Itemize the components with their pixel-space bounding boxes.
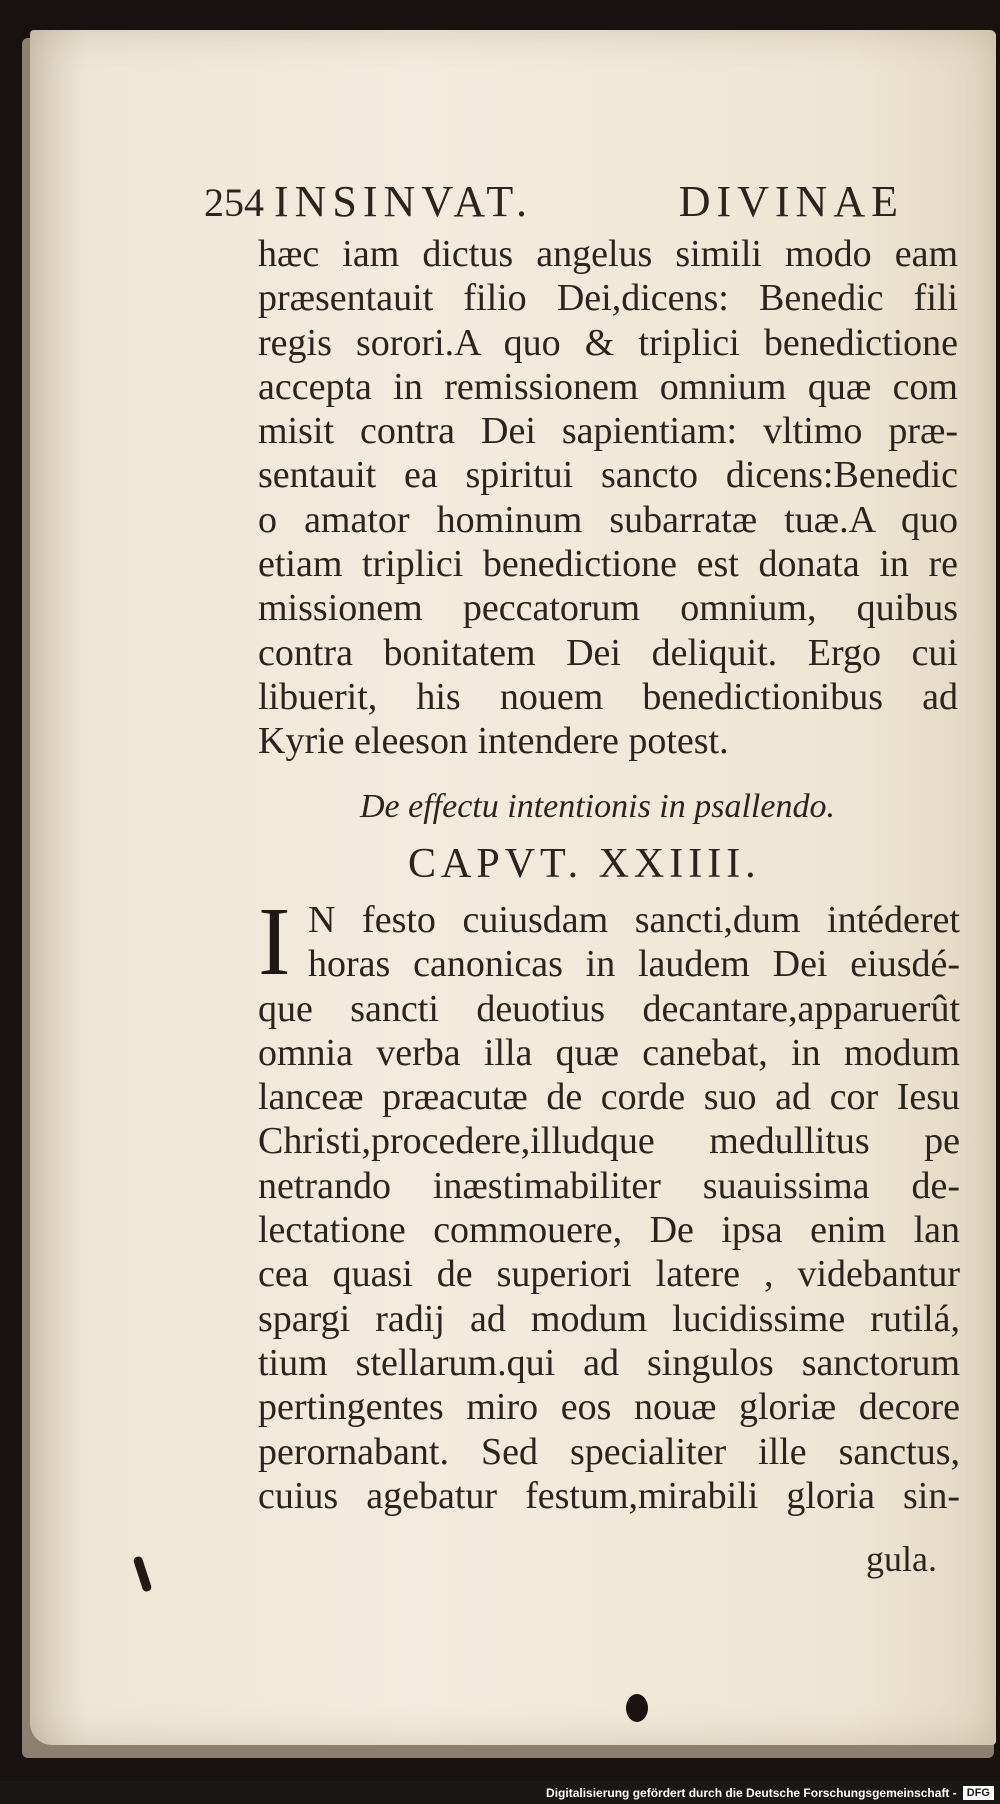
text-line: N festo cuiusdam sancti,dum intéderet: [308, 899, 960, 941]
catchword: gula.: [866, 1539, 937, 1579]
text-line: regis sorori.A quo & triplici benedictione: [258, 321, 958, 364]
text-line: sentauit ea spiritui sancto dicens:Benedic: [258, 454, 958, 497]
chapter-subheading: De effectu intentionis in psallendo.: [360, 788, 835, 825]
text-line: tium stellarum.qui ad singulos sanctorum: [258, 1341, 960, 1384]
footer-credit: Digitalisierung gefördert durch die Deutsche Forschungsgemeinschaft -: [546, 1785, 957, 1800]
paragraph-continuation: [258, 232, 958, 764]
text-line: libuerit, his nouem benedictionibus ad: [258, 675, 958, 718]
text-line: præsentauit filio Dei,dicens: Benedic fili: [258, 277, 958, 320]
text-line: Kyrie eleeson intendere potest.: [258, 720, 729, 763]
running-title: [274, 176, 904, 227]
text-line: pertingentes miro eos nouæ gloriæ decore: [258, 1386, 960, 1429]
text-line: cuius agebatur festum,mirabili gloria sin-: [258, 1474, 960, 1517]
paper-hole: [626, 1694, 648, 1722]
text-line: accepta in remissionem omnium quæ com: [258, 365, 958, 408]
text-line: cea quasi de superiori latere , videbantur: [258, 1253, 960, 1296]
text-line: omnia verba illa quæ canebat, in modum: [258, 1031, 960, 1074]
text-line: netrando inæstimabiliter suauissima de-: [258, 1164, 960, 1207]
page-number: 254: [204, 180, 264, 225]
digitization-footer: [0, 1781, 1000, 1804]
text-line: hæc iam dictus angelus simili modo eam: [258, 233, 958, 275]
running-title-word: INSINVAT.: [274, 177, 533, 226]
text-line: lectatione commouere, De ipsa enim lan: [258, 1209, 960, 1252]
paragraph-chapter: [258, 898, 960, 1518]
dfg-logo-icon: DFG: [963, 1786, 994, 1800]
text-line: horas canonicas in laudem Dei eiusdé-: [308, 943, 960, 986]
text-line: Christi,procedere,illudque medullitus pe: [258, 1120, 960, 1163]
text-line: spargi radij ad modum lucidissime rutilá,: [258, 1297, 960, 1340]
running-head: [204, 176, 904, 227]
drop-cap: I: [258, 888, 291, 996]
text-line: contra bonitatem Dei deliquit. Ergo cui: [258, 631, 958, 674]
text-line: misit contra Dei sapientiam: vltimo præ-: [258, 410, 958, 453]
text-line: que sancti deuotius decantare,apparuerût: [258, 987, 960, 1030]
text-line: o amator hominum subarratæ tuæ.A quo: [258, 498, 958, 541]
text-line: missionem peccatorum omnium, quibus: [258, 587, 958, 630]
chapter-title: CAPVT. XXIIII.: [408, 841, 761, 887]
text-line: etiam triplici benedictione est donata in re: [258, 543, 958, 586]
running-title-word: DIVINAE: [678, 177, 904, 226]
text-line: lanceæ præacutæ de corde suo ad cor Iesu: [258, 1076, 960, 1119]
text-line: perornabant. Sed specialiter ille sanctus,: [258, 1430, 960, 1473]
